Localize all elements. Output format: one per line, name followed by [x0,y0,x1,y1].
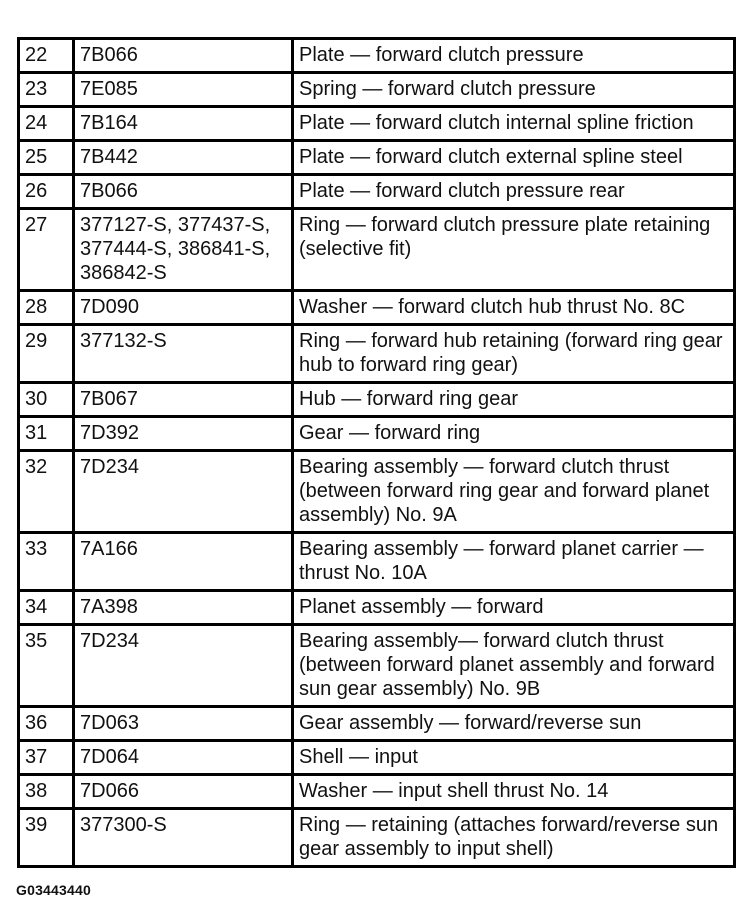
item-number-cell: 31 [19,417,74,451]
part-number-cell: 7D234 [74,451,293,533]
description-cell: Washer — input shell thrust No. 14 [293,775,735,809]
table-row [19,451,735,533]
part-number-cell: 7D063 [74,707,293,741]
description-cell: Bearing assembly — forward clutch thrust (between forward ring gear and forward planet assembly) No. 9A [293,451,735,533]
description-cell: Plate — forward clutch pressure [293,39,735,73]
parts-table-body [19,39,735,867]
part-number-cell: 7D066 [74,775,293,809]
parts-table [17,37,736,868]
part-number-cell: 377127-S, 377437-S, 377444-S, 386841-S, 386842-S [74,209,293,291]
part-number-cell: 7A398 [74,591,293,625]
part-number-cell: 7B442 [74,141,293,175]
table-row [19,775,735,809]
part-number-cell: 7B066 [74,175,293,209]
description-cell: Plate — forward clutch internal spline friction [293,107,735,141]
description-cell: Hub — forward ring gear [293,383,735,417]
table-row [19,107,735,141]
table-row [19,625,735,707]
description-cell: Plate — forward clutch external spline steel [293,141,735,175]
table-row [19,417,735,451]
part-number-cell: 7D064 [74,741,293,775]
description-cell: Bearing assembly — forward planet carrier — thrust No. 10A [293,533,735,591]
description-cell: Ring — forward clutch pressure plate retaining (selective fit) [293,209,735,291]
description-cell: Ring — forward hub retaining (forward ring gear hub to forward ring gear) [293,325,735,383]
item-number-cell: 29 [19,325,74,383]
item-number-cell: 32 [19,451,74,533]
part-number-cell: 7B066 [74,39,293,73]
table-row [19,707,735,741]
item-number-cell: 38 [19,775,74,809]
table-row [19,73,735,107]
item-number-cell: 25 [19,141,74,175]
table-row [19,141,735,175]
description-cell: Planet assembly — forward [293,591,735,625]
description-cell: Plate — forward clutch pressure rear [293,175,735,209]
part-number-cell: 7B164 [74,107,293,141]
part-number-cell: 7E085 [74,73,293,107]
part-number-cell: 7D090 [74,291,293,325]
table-row [19,383,735,417]
description-cell: Gear — forward ring [293,417,735,451]
item-number-cell: 28 [19,291,74,325]
description-cell: Washer — forward clutch hub thrust No. 8C [293,291,735,325]
table-row [19,741,735,775]
item-number-cell: 39 [19,809,74,867]
figure-code: G03443440 [16,882,91,898]
table-row [19,591,735,625]
part-number-cell: 7B067 [74,383,293,417]
description-cell: Ring — retaining (attaches forward/reverse sun gear assembly to input shell) [293,809,735,867]
table-row [19,291,735,325]
part-number-cell: 7A166 [74,533,293,591]
part-number-cell: 7D392 [74,417,293,451]
item-number-cell: 22 [19,39,74,73]
description-cell: Gear assembly — forward/reverse sun [293,707,735,741]
item-number-cell: 24 [19,107,74,141]
part-number-cell: 377300-S [74,809,293,867]
description-cell: Bearing assembly— forward clutch thrust (between forward planet assembly and forward sun gear assembly) No. 9B [293,625,735,707]
item-number-cell: 34 [19,591,74,625]
table-row [19,809,735,867]
part-number-cell: 7D234 [74,625,293,707]
description-cell: Shell — input [293,741,735,775]
description-cell: Spring — forward clutch pressure [293,73,735,107]
table-row [19,39,735,73]
item-number-cell: 27 [19,209,74,291]
table-row [19,175,735,209]
table-row [19,533,735,591]
item-number-cell: 35 [19,625,74,707]
item-number-cell: 23 [19,73,74,107]
item-number-cell: 37 [19,741,74,775]
item-number-cell: 36 [19,707,74,741]
item-number-cell: 30 [19,383,74,417]
table-row [19,325,735,383]
item-number-cell: 26 [19,175,74,209]
table-row [19,209,735,291]
part-number-cell: 377132-S [74,325,293,383]
item-number-cell: 33 [19,533,74,591]
